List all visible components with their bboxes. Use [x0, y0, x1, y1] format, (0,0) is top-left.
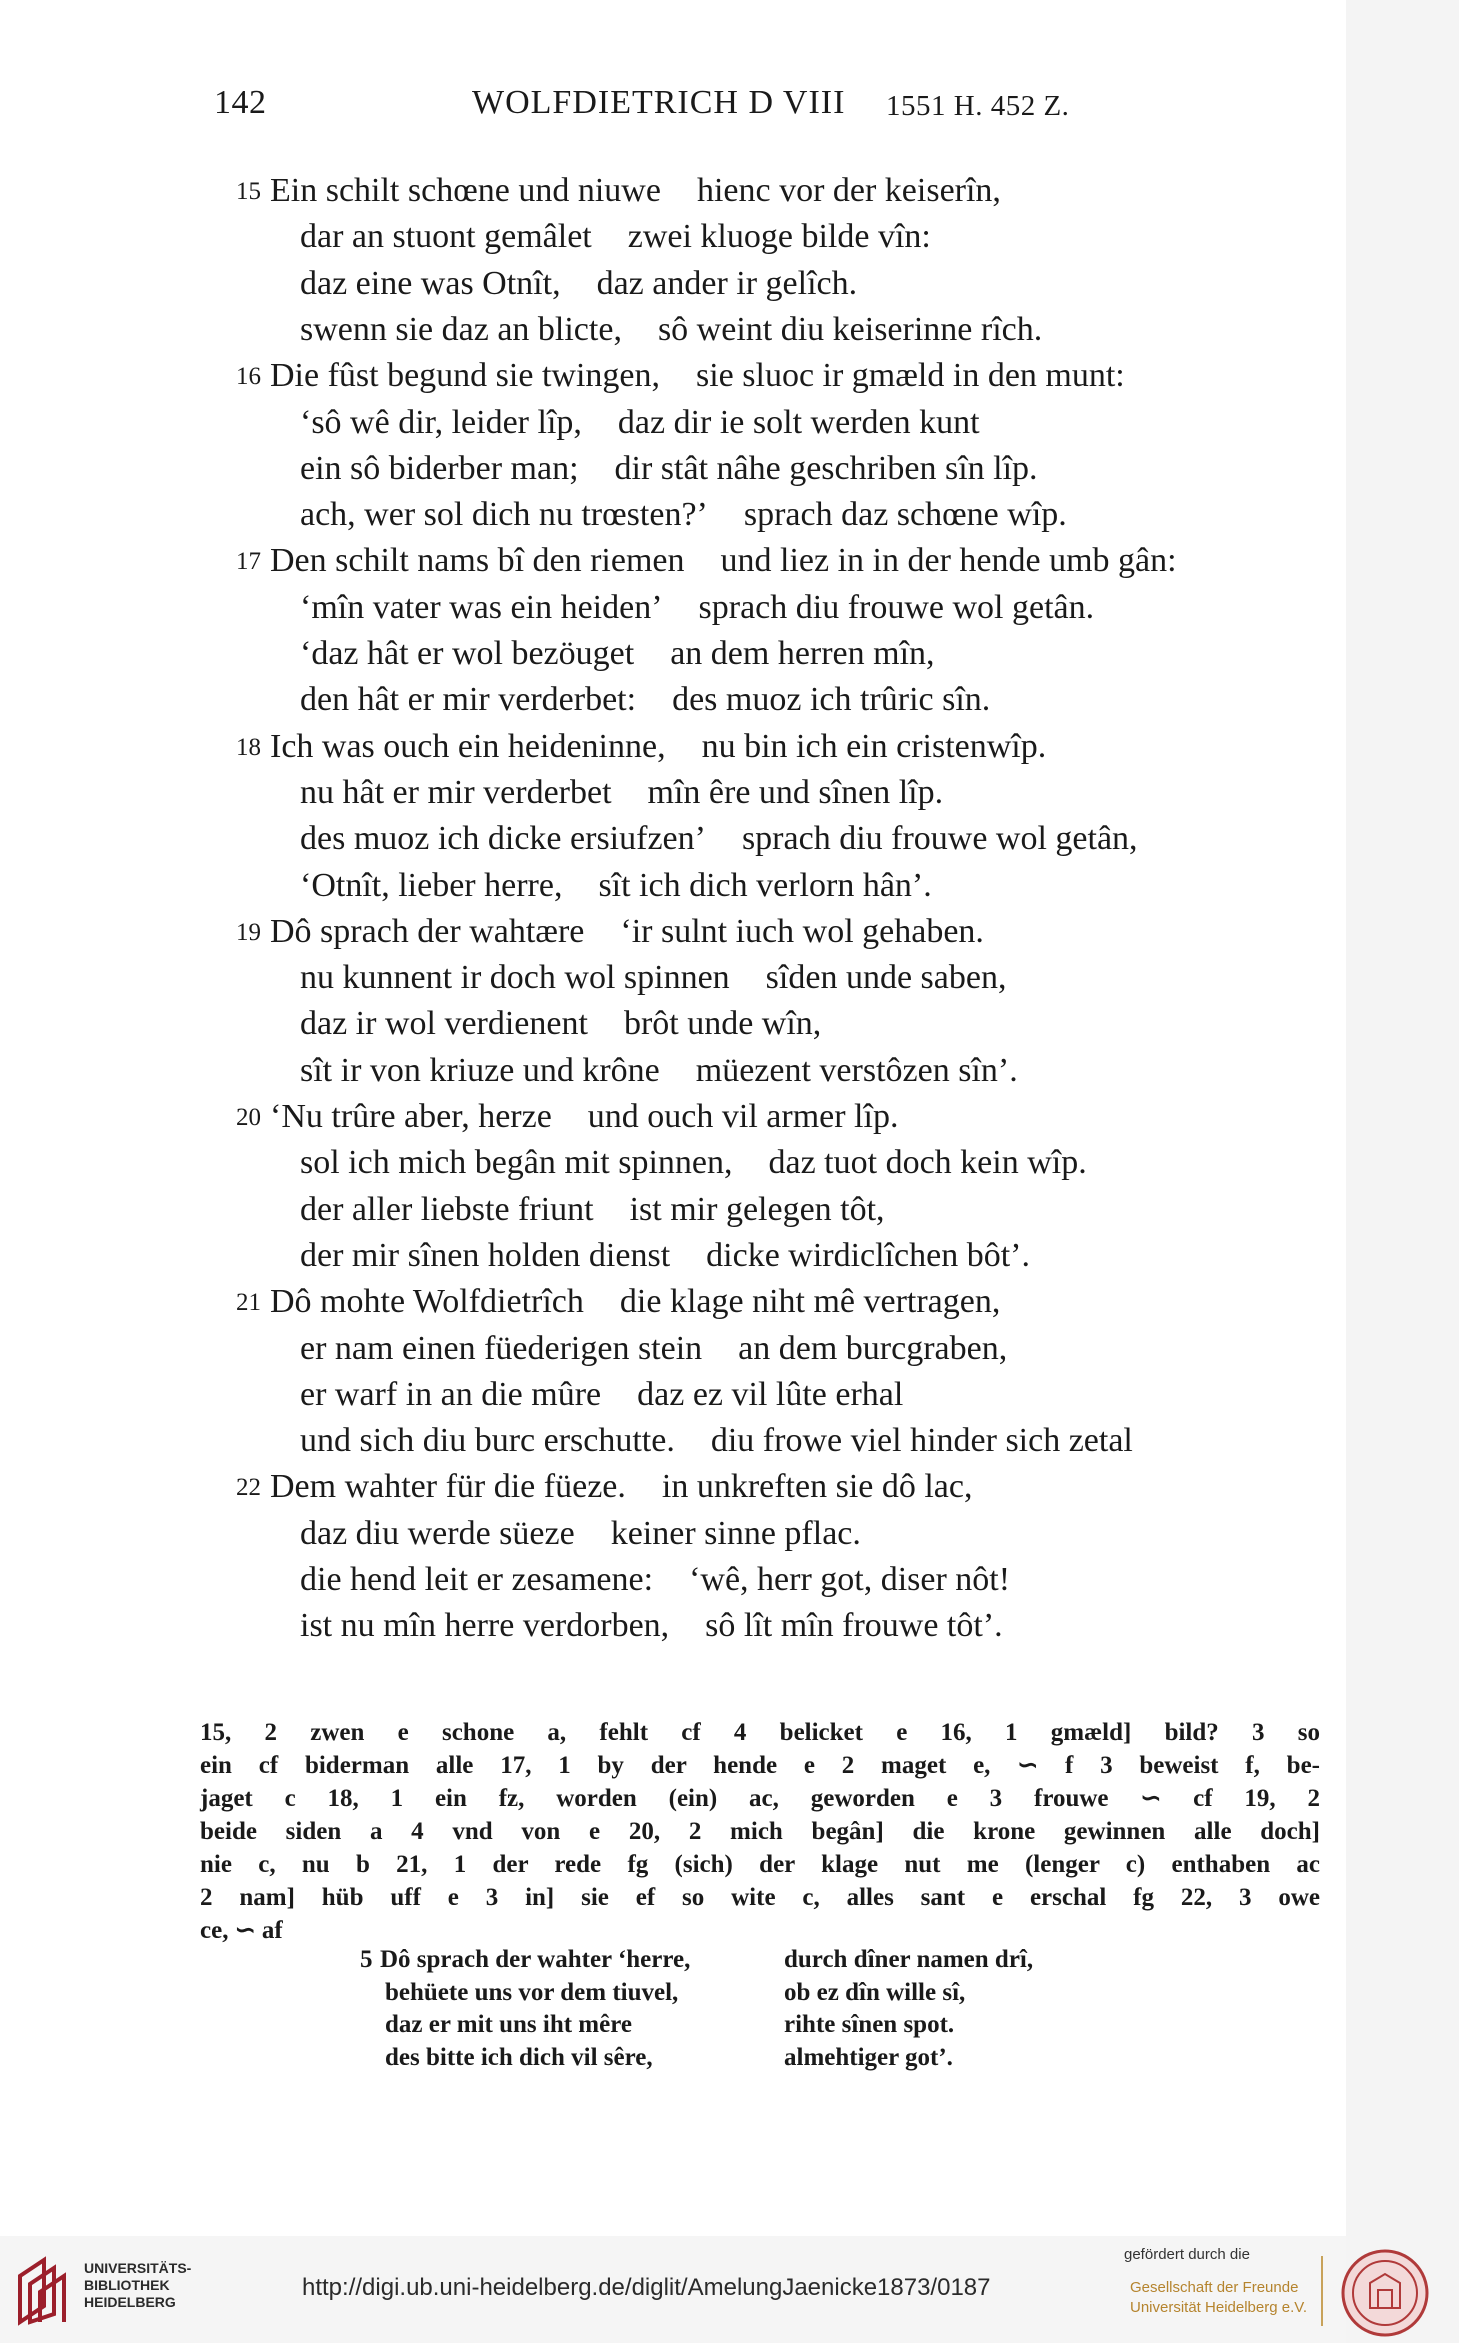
verse-first-half: der mir sînen holden dienst [300, 1236, 671, 1274]
verse-second-half: die klage niht mê vertragen, [619, 1283, 1001, 1321]
verse-first-half: ‘sô wê dir, leider lîp, [300, 403, 582, 441]
verse-first-half: daz diu werde süeze [300, 1514, 575, 1552]
note-verse-second-half: almehtiger got’. [784, 2043, 953, 2071]
verse-second-half: sprach diu frouwe wol getân. [698, 588, 1095, 626]
verse-line [0, 1005, 1340, 1051]
header-title: WOLFDIETRICH D VIII [472, 84, 846, 121]
note-verse-number: 5 [360, 1946, 373, 1973]
page-number: 142 [214, 84, 267, 121]
library-logo-icon [14, 2256, 70, 2326]
verse-line [0, 959, 1340, 1005]
verse-line [0, 1144, 1340, 1190]
note-verse-line [0, 2011, 1340, 2043]
strophe-number: 20 [236, 1104, 261, 1131]
verse-second-half: und liez in in der hende umb gân: [720, 542, 1177, 580]
verse-line [0, 1098, 1340, 1144]
note-verse-first-half: behüete uns vor dem tiuvel, [385, 1978, 679, 2006]
verse-first-half: swenn sie daz an blicte, [300, 310, 622, 348]
verse-first-half: und sich diu burc erschutte. [300, 1422, 675, 1460]
apparatus-notes [200, 1716, 1320, 1947]
verse-second-half: des muoz ich trûric sîn. [672, 681, 991, 719]
verse-second-half: ist mir gelegen tôt, [629, 1190, 885, 1228]
verse-second-half: dicke wirdiclîchen bôt’. [706, 1236, 1030, 1274]
strophe-number: 22 [236, 1474, 261, 1502]
note-verse-second-half: durch dîner namen drî, [784, 1946, 1034, 1973]
verse-first-half: er nam einen füederigen stein [300, 1329, 703, 1367]
verse-first-half: ist nu mîn herre verdorben, [300, 1607, 670, 1645]
verse-line [0, 496, 1340, 542]
verse-second-half: sprach daz schœne wîp. [743, 496, 1067, 534]
verse-line [0, 1468, 1340, 1514]
verse-first-half: Dô mohte Wolfdietrîch [270, 1283, 584, 1321]
verse-first-half: er warf in an die mûre [300, 1375, 602, 1413]
sponsor-name: Gesellschaft der Freunde Universität Heidelberg e.V. [1130, 2279, 1308, 2316]
note-verse-first-half: Dô sprach der wahter ‘herre, [380, 1946, 691, 1973]
note-line: nie c, nu b 21, 1 der rede fg (sich) der klage nut me (lenger c) enthaben ac [200, 1851, 1320, 1878]
verse-first-half: Ich was ouch ein heideninne, [270, 727, 666, 765]
verse-first-half: der aller liebste friunt [300, 1190, 594, 1228]
verse-second-half: ‘wê, herr got, diser nôt! [689, 1561, 1011, 1598]
verse-second-half: daz ez vil lûte erhal [637, 1375, 904, 1413]
verse-second-half: an dem herren mîn, [670, 635, 935, 672]
verse-second-half: ‘ir sulnt iuch wol gehaben. [620, 912, 984, 950]
library-name: UNIVERSITÄTS- BIBLIOTHEK HEIDELBERG [84, 2260, 192, 2310]
verse-line [0, 404, 1340, 450]
verse-line [0, 589, 1340, 635]
verse-first-half: dar an stuont gemâlet [300, 218, 592, 256]
verse-line [0, 311, 1340, 357]
verse-line [0, 728, 1340, 774]
verse-second-half: sô lît mîn frouwe tôt’. [705, 1607, 1003, 1645]
verse-first-half: Die fûst begund sie twingen, [270, 357, 660, 395]
strophe-number: 17 [236, 548, 261, 576]
verse-second-half: an dem burcgraben, [738, 1329, 1008, 1367]
verse-second-half: sie sluoc ir gmæld in den munt: [696, 357, 1125, 395]
verse-line [0, 450, 1340, 496]
verse-first-half: daz eine was Otnît, [300, 264, 561, 302]
verse-first-half: Ein schilt schœne und niuwe [270, 172, 661, 209]
note-verse-first-half: des bitte ich dich vil sêre, [385, 2043, 653, 2071]
verse-second-half: daz dir ie solt werden kunt [617, 403, 980, 441]
header-reference: 1551 H. 452 Z. [886, 90, 1070, 122]
scan-margin [1346, 0, 1459, 2343]
verse-second-half: daz ander ir gelîch. [596, 264, 858, 302]
verse-first-half: ‘Otnît, lieber herre, [300, 866, 563, 904]
verse-first-half: ‘Nu trûre aber, herze [270, 1098, 552, 1135]
verse-line [0, 1376, 1340, 1422]
note-verse-line [0, 1979, 1340, 2011]
verse-line [0, 867, 1340, 913]
verse-line [0, 218, 1340, 264]
running-header [214, 84, 1094, 134]
verse-line [0, 913, 1340, 959]
verse-first-half: Den schilt nams bî den riemen [270, 542, 685, 580]
verse-line [0, 820, 1340, 866]
note-line: ce, ∽ af [200, 1917, 283, 1944]
note-line: jaget c 18, 1 ein fz, worden (ein) ac, geworden e 3 frouwe ∽ cf 19, 2 [200, 1785, 1320, 1812]
verse-line [0, 357, 1340, 403]
verse-second-half: mîn êre und sînen lîp. [647, 773, 944, 811]
verse-line [0, 1237, 1340, 1283]
verse-second-half: müezent verstôzen sîn’. [695, 1051, 1018, 1089]
sponsor-label: gefördert durch die [1124, 2246, 1250, 2263]
strophe-number: 15 [236, 178, 261, 205]
note-verse-line [0, 2044, 1340, 2076]
note-line: 2 nam] hüb uff e 3 in] sie ef so wite c, alles sant e erschal fg 22, 3 owe [200, 1884, 1320, 1911]
verse-line [0, 635, 1340, 681]
verse-line [0, 774, 1340, 820]
verse-line [0, 1561, 1340, 1607]
note-verse-first-half: daz er mit uns iht mêre [385, 2011, 632, 2038]
verse-first-half: die hend leit er zesamene: [300, 1561, 654, 1598]
verse-first-half: sît ir von kriuze und krône [300, 1051, 660, 1089]
verse-first-half: nu kunnent ir doch wol spinnen [300, 959, 730, 997]
note-line: 15, 2 zwen e schone a, fehlt cf 4 belicket e 16, 1 gmæld] bild? 3 so [200, 1719, 1320, 1746]
verse-line [0, 1422, 1340, 1468]
verse-line [0, 172, 1340, 218]
note-verse-line [0, 1946, 1340, 1978]
verse-second-half: hienc vor der keiserîn, [696, 172, 1001, 209]
verse-second-half: dir stât nâhe geschriben sîn lîp. [614, 449, 1038, 487]
strophe-number: 18 [236, 733, 261, 761]
permalink-url[interactable]: http://digi.ub.uni-heidelberg.de/diglit/AmelungJaenicke1873/0187 [302, 2274, 991, 2301]
verse-line [0, 681, 1340, 727]
verse-second-half: brôt unde wîn, [623, 1005, 822, 1043]
verse-second-half: zwei kluoge bilde vîn: [627, 218, 931, 256]
verse-first-half: den hât er mir verderbet: [300, 681, 637, 719]
footer-divider [1321, 2256, 1323, 2326]
verse-second-half: sprach diu frouwe wol getân, [741, 820, 1138, 858]
verse-line [0, 1330, 1340, 1376]
note-line: beide siden a 4 vnd von e 20, 2 mich begân] die krone gewinnen alle doch] [200, 1818, 1320, 1845]
verse-second-half: und ouch vil armer lîp. [587, 1098, 899, 1135]
verse-first-half: ‘daz hât er wol bezöuget [300, 635, 635, 672]
strophe-number: 16 [236, 363, 261, 391]
verse-line [0, 1283, 1340, 1329]
verse-first-half: ‘mîn vater was ein heiden’ [300, 588, 663, 626]
verse-line [0, 1515, 1340, 1561]
strophe-number: 19 [236, 918, 261, 946]
note-verse-second-half: rihte sînen spot. [784, 2011, 955, 2038]
verse-second-half: nu bin ich ein cristenwîp. [701, 727, 1047, 765]
verse-line [0, 265, 1340, 311]
verse-line [0, 1607, 1340, 1653]
verse-second-half: diu frowe viel hinder sich zetal [710, 1422, 1133, 1460]
university-seal-icon [1340, 2248, 1430, 2338]
verse-second-half: in unkreften sie dô lac, [661, 1468, 973, 1506]
verse-second-half: daz tuot doch kein wîp. [768, 1144, 1087, 1182]
note-verse-second-half: ob ez dîn wille sî, [784, 1978, 966, 2006]
verse-first-half: Dô sprach der wahtære [270, 912, 585, 950]
verse-first-half: ein sô biderber man; [300, 449, 579, 487]
note-line: ein cf biderman alle 17, 1 by der hende e 2 maget e, ∽ f 3 beweist f, be- [200, 1752, 1320, 1779]
verse-first-half: nu hât er mir verderbet [300, 773, 612, 811]
footer-bar [0, 2236, 1346, 2343]
verse-first-half: sol ich mich begân mit spinnen, [300, 1144, 733, 1182]
verse-second-half: sîden unde saben, [765, 959, 1007, 997]
verse-first-half: daz ir wol verdienent [300, 1005, 588, 1043]
verse-second-half: keiner sinne pflac. [610, 1514, 861, 1552]
verse-first-half: des muoz ich dicke ersiufzen’ [300, 820, 706, 858]
verse-first-half: Dem wahter für die füeze. [270, 1468, 626, 1506]
verse-line [0, 1191, 1340, 1237]
strophe-number: 21 [236, 1289, 261, 1317]
verse-second-half: sît ich dich verlorn hân’. [598, 866, 932, 904]
verse-second-half: sô weint diu keiserinne rîch. [657, 310, 1043, 348]
verse-first-half: ach, wer sol dich nu trœsten?’ [300, 496, 708, 534]
verse-line [0, 542, 1340, 588]
verse-line [0, 1052, 1340, 1098]
